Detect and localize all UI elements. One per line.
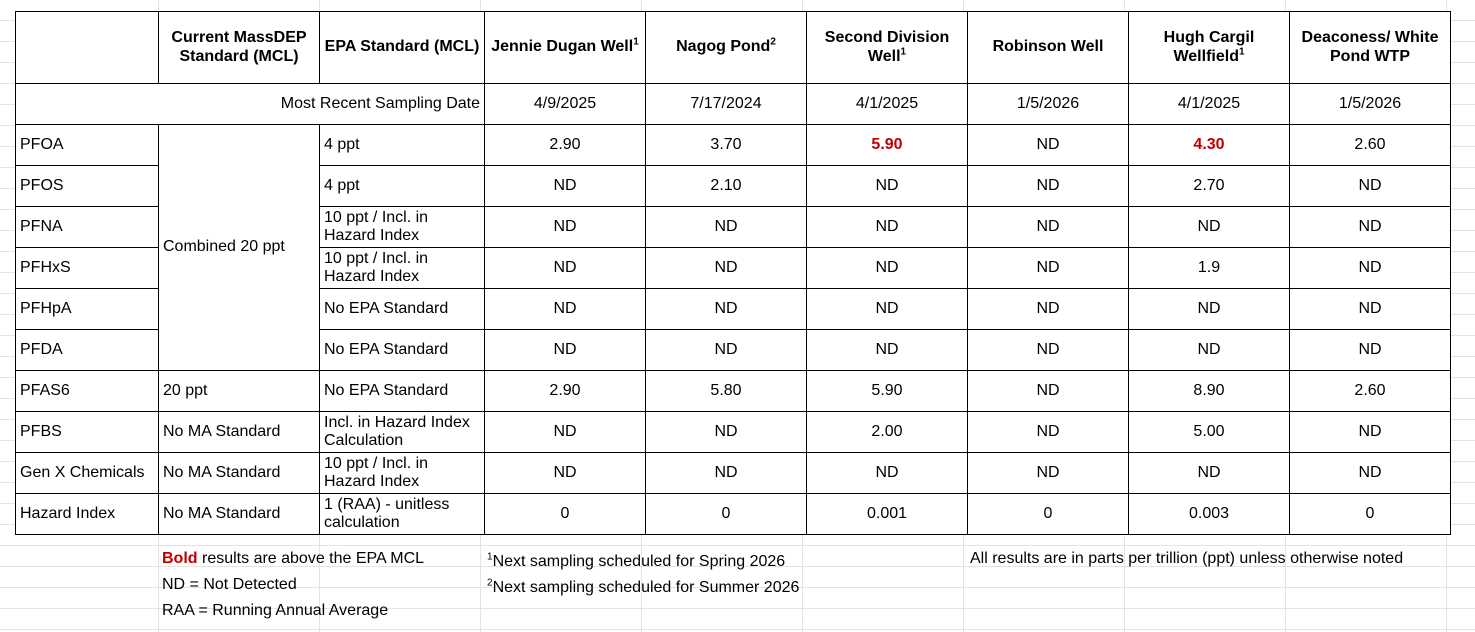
sampling-date-cell: 4/1/2025 xyxy=(1129,84,1290,125)
result-cell: 0 xyxy=(1290,494,1451,535)
result-cell: 2.10 xyxy=(646,166,807,207)
note-bold-text: results are above the EPA MCL xyxy=(197,550,425,567)
epa-standard-cell: No EPA Standard xyxy=(320,289,485,330)
result-cell: ND xyxy=(1129,207,1290,248)
footnote-2: $^2$Next sampling scheduled for Summer 2026 xyxy=(487,577,800,596)
result-cell: ND xyxy=(1129,289,1290,330)
analyte-cell: PFAS6 xyxy=(16,371,159,412)
result-cell: ND xyxy=(1290,330,1451,371)
result-cell: ND xyxy=(968,412,1129,453)
epa-standard-cell: 10 ppt / Incl. in Hazard Index xyxy=(320,453,485,494)
result-cell: ND xyxy=(485,166,646,207)
epa-standard-cell: 10 ppt / Incl. in Hazard Index xyxy=(320,207,485,248)
header-row xyxy=(16,12,1451,84)
result-cell: ND xyxy=(485,412,646,453)
result-cell: 0 xyxy=(646,494,807,535)
massdep-standard-cell: 20 ppt xyxy=(159,371,320,412)
sampling-date-cell: 1/5/2026 xyxy=(1290,84,1451,125)
result-cell: 5.00 xyxy=(1129,412,1290,453)
result-cell: ND xyxy=(968,166,1129,207)
result-cell: ND xyxy=(1290,207,1451,248)
note-bold-legend xyxy=(162,550,424,568)
analyte-cell: PFOA xyxy=(16,125,159,166)
header-site-second-division: Second Division Well$^1$ xyxy=(807,12,968,84)
header-site-hugh-cargil: Hugh Cargil Wellfield$^1$ xyxy=(1129,12,1290,84)
table-row-pfoa xyxy=(16,125,1451,166)
result-cell: ND xyxy=(1290,289,1451,330)
header-site-robinson: Robinson Well xyxy=(968,12,1129,84)
result-cell: ND xyxy=(485,207,646,248)
analyte-cell: Hazard Index xyxy=(16,494,159,535)
result-cell: 5.90 xyxy=(807,371,968,412)
result-cell: 2.90 xyxy=(485,125,646,166)
result-cell: ND xyxy=(646,412,807,453)
table-row-hazard-index xyxy=(16,494,1451,535)
result-cell: ND xyxy=(807,289,968,330)
result-cell: ND xyxy=(485,248,646,289)
header-site-deaconess-white-pond: Deaconess/ White Pond WTP xyxy=(1290,12,1451,84)
analyte-cell: PFBS xyxy=(16,412,159,453)
result-cell: ND xyxy=(968,371,1129,412)
table-row-gen-x-chemicals xyxy=(16,453,1451,494)
result-cell: ND xyxy=(646,248,807,289)
result-cell: ND xyxy=(485,289,646,330)
note-units: All results are in parts per trillion (ppt) unless otherwise noted xyxy=(970,550,1404,567)
result-cell: 2.70 xyxy=(1129,166,1290,207)
table-row-pfas6 xyxy=(16,371,1451,412)
result-cell: 8.90 xyxy=(1129,371,1290,412)
massdep-standard-cell: No MA Standard xyxy=(159,412,320,453)
result-cell: 0 xyxy=(968,494,1129,535)
result-cell: 0.003 xyxy=(1129,494,1290,535)
result-cell: ND xyxy=(1290,166,1451,207)
result-cell: ND xyxy=(1129,453,1290,494)
result-cell: ND xyxy=(968,330,1129,371)
table-row-pfbs xyxy=(16,412,1451,453)
analyte-cell: PFHxS xyxy=(16,248,159,289)
result-cell: 5.80 xyxy=(646,371,807,412)
epa-standard-cell: 4 ppt xyxy=(320,125,485,166)
note-bold-word: Bold xyxy=(162,550,198,567)
result-cell: ND xyxy=(1129,330,1290,371)
result-cell: ND xyxy=(1290,412,1451,453)
result-cell: 5.90 xyxy=(807,125,968,166)
result-cell: ND xyxy=(968,289,1129,330)
result-cell: 0 xyxy=(485,494,646,535)
sampling-date-label: Most Recent Sampling Date xyxy=(16,84,485,125)
result-cell: ND xyxy=(646,330,807,371)
result-cell: ND xyxy=(807,330,968,371)
result-cell: ND xyxy=(646,207,807,248)
result-cell: 3.70 xyxy=(646,125,807,166)
header-corner-cell xyxy=(16,12,159,84)
note-raa-legend: RAA = Running Annual Average xyxy=(162,602,389,619)
result-cell: 2.00 xyxy=(807,412,968,453)
result-cell: 2.90 xyxy=(485,371,646,412)
analyte-cell: PFOS xyxy=(16,166,159,207)
header-epa-standard: EPA Standard (MCL) xyxy=(320,12,485,84)
epa-standard-cell: No EPA Standard xyxy=(320,371,485,412)
sampling-date-cell: 7/17/2024 xyxy=(646,84,807,125)
massdep-combined-standard-cell: Combined 20 ppt xyxy=(159,125,320,371)
result-cell: ND xyxy=(485,453,646,494)
pfas-results-table xyxy=(15,11,1451,535)
result-cell: 2.60 xyxy=(1290,371,1451,412)
result-cell: ND xyxy=(807,453,968,494)
massdep-standard-cell: No MA Standard xyxy=(159,494,320,535)
header-site-jennie-dugan: Jennie Dugan Well$^1$ xyxy=(485,12,646,84)
epa-standard-cell: 4 ppt xyxy=(320,166,485,207)
result-cell: ND xyxy=(1290,248,1451,289)
result-cell: ND xyxy=(807,207,968,248)
epa-standard-cell: Incl. in Hazard Index Calculation xyxy=(320,412,485,453)
result-cell: ND xyxy=(807,248,968,289)
result-cell: 0.001 xyxy=(807,494,968,535)
result-cell: 2.60 xyxy=(1290,125,1451,166)
analyte-cell: PFNA xyxy=(16,207,159,248)
header-massdep-standard: Current MassDEP Standard (MCL) xyxy=(159,12,320,84)
massdep-standard-cell: No MA Standard xyxy=(159,453,320,494)
sampling-date-cell: 4/9/2025 xyxy=(485,84,646,125)
epa-standard-cell: No EPA Standard xyxy=(320,330,485,371)
result-cell: ND xyxy=(968,453,1129,494)
note-nd-legend: ND = Not Detected xyxy=(162,576,297,593)
result-cell: ND xyxy=(968,207,1129,248)
header-site-nagog-pond: Nagog Pond$^2$ xyxy=(646,12,807,84)
sampling-date-row xyxy=(16,84,1451,125)
sampling-date-cell: 1/5/2026 xyxy=(968,84,1129,125)
footnote-1: $^1$Next sampling scheduled for Spring 2026 xyxy=(487,551,786,570)
result-cell: ND xyxy=(807,166,968,207)
analyte-cell: Gen X Chemicals xyxy=(16,453,159,494)
epa-standard-cell: 10 ppt / Incl. in Hazard Index xyxy=(320,248,485,289)
result-cell: 4.30 xyxy=(1129,125,1290,166)
result-cell: ND xyxy=(485,330,646,371)
result-cell: ND xyxy=(968,125,1129,166)
result-cell: ND xyxy=(646,289,807,330)
result-cell: ND xyxy=(646,453,807,494)
result-cell: 1.9 xyxy=(1129,248,1290,289)
result-cell: ND xyxy=(1290,453,1451,494)
sampling-date-cell: 4/1/2025 xyxy=(807,84,968,125)
analyte-cell: PFDA xyxy=(16,330,159,371)
epa-standard-cell: 1 (RAA) - unitless calculation xyxy=(320,494,485,535)
analyte-cell: PFHpA xyxy=(16,289,159,330)
result-cell: ND xyxy=(968,248,1129,289)
